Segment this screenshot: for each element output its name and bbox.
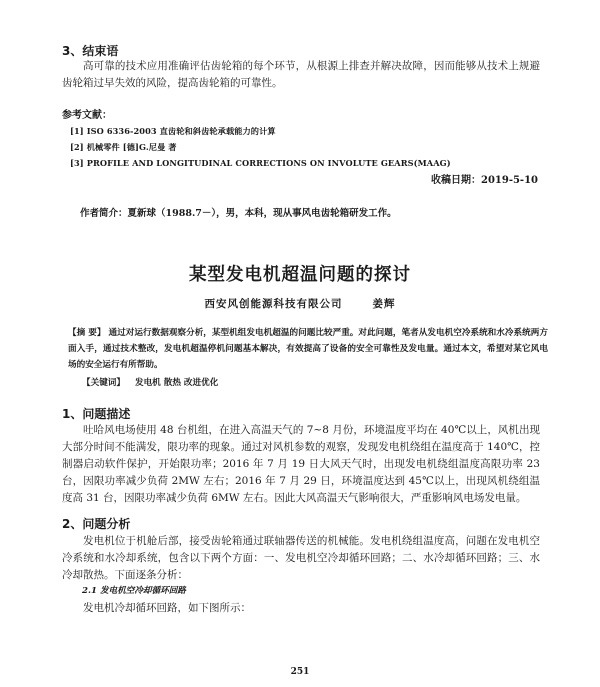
byline (0, 296, 600, 311)
abstract (68, 325, 548, 373)
subsection-text: 发电机冷却循环回路，如下图所示： (83, 602, 251, 614)
abstract-label: 【摘 要】 (68, 328, 106, 338)
section2-paragraph: 发电机位于机舱后部，接受齿轮箱通过联轴器传送的机械能。发电机绕组温度高，问题在发电机空冷系统和水冷却系统，包含以下两个方面：一、发电机空冷却循环回路；二、水冷却循环回路；三、水冷却散热。下面逐条分析： (62, 535, 540, 581)
page-number: 251 (290, 667, 310, 677)
reference-item-2: [2] 机械零件 [德]G.尼曼 著 (70, 142, 177, 152)
conclusion-paragraph: 高可靠的技术应用准确评估齿轮箱的每个环节，从根源上排查并解决故障，因而能够从技术上规避齿轮箱过早失效的风险，提高齿轮箱的可靠性。 (62, 60, 540, 89)
section1-heading: 1、问题描述 (62, 407, 131, 421)
subsection-heading: 2.1 发电机空冷却循环回路 (82, 586, 186, 596)
references-heading: 参考文献： (62, 110, 112, 121)
keywords (82, 375, 218, 391)
keywords-label: 【关键词】 (82, 378, 125, 388)
article-title: 某型发电机超温问题的探讨 (189, 265, 411, 285)
reference-item-1: [1] ISO 6336-2003 直齿轮和斜齿轮承载能力的计算 (70, 126, 276, 136)
conclusion-heading: 3、结束语 (62, 44, 119, 58)
abstract-text: 通过对运行数据观察分析，某型机组发电机超温的问题比较严重。对此问题，笔者从发电机空冷系统和水冷系统两方面入手，通过技术整改，发电机超温停机问题基本解决，有效提高了设备的安全可靠性及发电量。通过本文，希望对某它风电场的安全运行有所帮助。 (68, 328, 548, 370)
section1-paragraph: 吐哈风电场使用 48 台机组，在进入高温天气的 7~8 月份，环境温度平均在 40℃以上，风机出现大部分时间不能满发，限功率的现象。通过对风机参数的观察，发现发电机绕组在温度高于 140℃，控制器启动软件保护，开始限功率；2016 年 7 月 19 日大风天气时，出现发电机绕组温度高限功率 23 台，因限功率减少负荷 2MW 左右；2016 年 7 月 29 日，环境温度达到 45℃以上，出现风机绕组温度高 31 台，因限功率减少负荷 6MW 左右。因此大风高温天气影响很大，严重影响风电场发电量。 (62, 424, 540, 504)
author-bio: 作者简介：夏新球（1988.7－），男，本科，现从事风电齿轮箱研发工作。 (80, 208, 397, 219)
reference-item-3: [3] PROFILE AND LONGITUDINAL CORRECTIONS ON INVOLUTE GEARS(MAAG) (70, 158, 451, 168)
section2-heading: 2、问题分析 (62, 517, 131, 531)
affiliation: 西安风创能源科技有限公司 (204, 298, 343, 310)
received-date: 收稿日期：2019-5-10 (430, 175, 538, 186)
author-name: 姜辉 (372, 298, 396, 310)
keywords-text: 发电机 散热 改进优化 (134, 378, 219, 388)
